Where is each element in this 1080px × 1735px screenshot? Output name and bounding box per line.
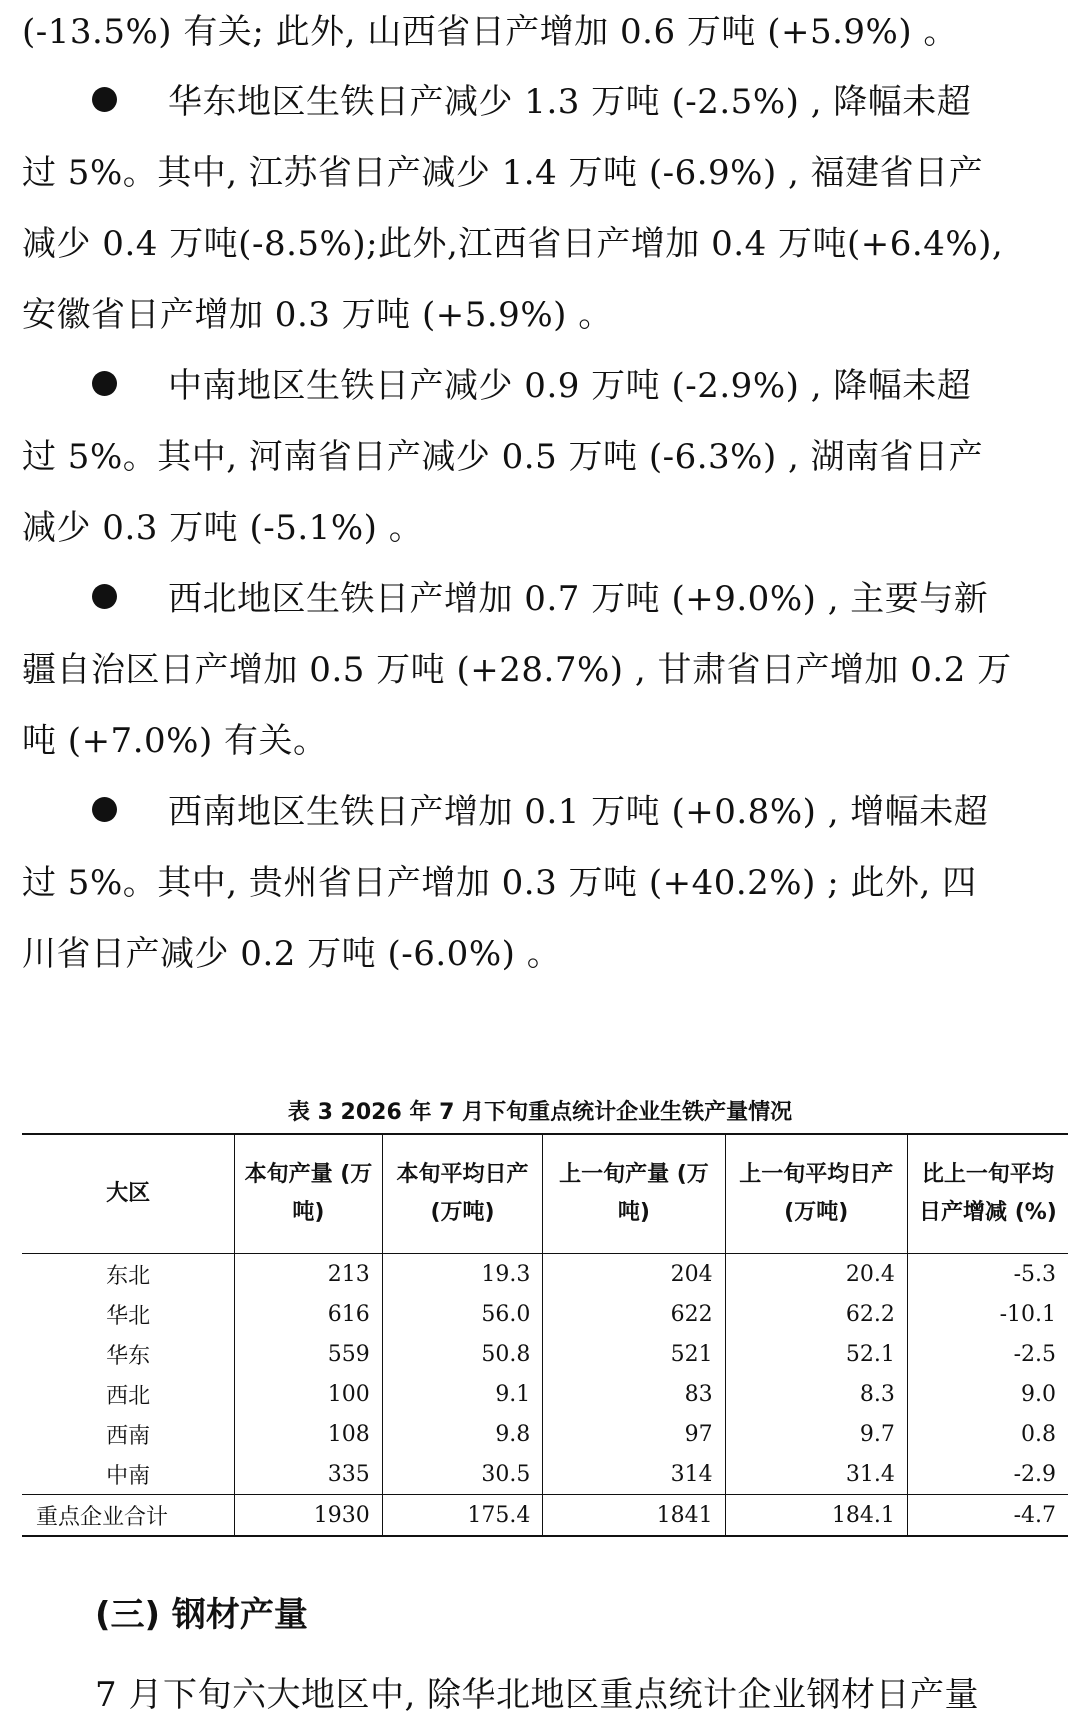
table-cell: 100 (235, 1374, 383, 1414)
table-cell: 97 (543, 1414, 725, 1454)
table-row (22, 1254, 1068, 1295)
table-title: 表 3 2026 年 7 月下旬重点统计企业生铁产量情况 (287, 1100, 793, 1125)
paragraph-line: 减少 0.4 万吨(-8.5%);此外,江西省日产增加 0.4 万吨(+6.4%), (22, 224, 1004, 264)
bullet-text: 中南地区生铁日产减少 0.9 万吨 (-2.9%) , 降幅未超 (168, 366, 972, 406)
table-row (22, 1334, 1068, 1374)
table-cell: -2.5 (907, 1334, 1068, 1374)
region-cell: 华东 (106, 1343, 151, 1369)
paragraph-line: 吨 (+7.0%) 有关。 (22, 721, 328, 761)
table-cell: 335 (235, 1454, 383, 1495)
table-cell: 8.3 (725, 1374, 907, 1414)
table-cell: 622 (543, 1294, 725, 1334)
table-row (22, 1374, 1068, 1414)
paragraph-line: 疆自治区日产增加 0.5 万吨 (+28.7%) , 甘肃省日产增加 0.2 万 (22, 650, 1012, 690)
pig-iron-output-table (22, 1133, 1068, 1537)
bullet-text: 西北地区生铁日产增加 0.7 万吨 (+9.0%) , 主要与新 (168, 579, 989, 619)
paragraph-line: 安徽省日产增加 0.3 万吨 (+5.9%) 。 (22, 295, 613, 335)
table-cell: 616 (235, 1294, 383, 1334)
table-total-row (22, 1495, 1068, 1537)
bullet-text: 西南地区生铁日产增加 0.1 万吨 (+0.8%) , 增幅未超 (168, 792, 989, 832)
paragraph-line: (-13.5%) 有关; 此外, 山西省日产增加 0.6 万吨 (+5.9%) 。 (22, 12, 958, 52)
table-cell: 52.1 (725, 1334, 907, 1374)
table-cell: 108 (235, 1414, 383, 1454)
table-cell: 213 (235, 1254, 383, 1295)
table-row (22, 1454, 1068, 1495)
table-cell: 62.2 (725, 1294, 907, 1334)
column-header: 上一旬平均日产 (万吨) (725, 1134, 907, 1254)
region-cell: 西南 (106, 1423, 151, 1449)
bullet-icon (92, 87, 117, 112)
bullet-icon (92, 797, 117, 822)
column-header: 本旬产量 (万吨) (235, 1134, 383, 1254)
column-header: 本旬平均日产 (万吨) (382, 1134, 543, 1254)
table-cell: 20.4 (725, 1254, 907, 1295)
paragraph-line: 川省日产减少 0.2 万吨 (-6.0%) 。 (22, 934, 562, 974)
column-header: 大区 (22, 1134, 235, 1254)
table-cell: 83 (543, 1374, 725, 1414)
table-cell: 30.5 (382, 1454, 543, 1495)
paragraph-line: 过 5%。其中, 河南省日产减少 0.5 万吨 (-6.3%) , 湖南省日产 (22, 437, 984, 477)
region-cell: 华北 (106, 1303, 151, 1329)
region-cell: 重点企业合计 (22, 1495, 235, 1537)
table-cell: 0.8 (907, 1414, 1068, 1454)
table-cell: -10.1 (907, 1294, 1068, 1334)
table-header-row (22, 1134, 1068, 1254)
table-cell: 19.3 (382, 1254, 543, 1295)
table-cell: 175.4 (382, 1495, 543, 1537)
paragraph-line: 过 5%。其中, 贵州省日产增加 0.3 万吨 (+40.2%) ; 此外, 四 (22, 863, 977, 903)
table-row (22, 1414, 1068, 1454)
table-row (22, 1294, 1068, 1334)
table-cell: 559 (235, 1334, 383, 1374)
table-cell: 56.0 (382, 1294, 543, 1334)
table-cell: -4.7 (907, 1495, 1068, 1537)
table-cell: 31.4 (725, 1454, 907, 1495)
table-cell: 9.1 (382, 1374, 543, 1414)
table-cell: 184.1 (725, 1495, 907, 1537)
table-cell: 9.0 (907, 1374, 1068, 1414)
table-cell: 521 (543, 1334, 725, 1374)
bullet-icon (92, 371, 117, 396)
region-cell: 中南 (106, 1463, 151, 1489)
table-cell: 314 (543, 1454, 725, 1495)
paragraph-line: 减少 0.3 万吨 (-5.1%) 。 (22, 508, 424, 548)
table-cell: 1841 (543, 1495, 725, 1537)
bullet-icon (92, 584, 117, 609)
paragraph-line: 7 月下旬六大地区中, 除华北地区重点统计企业钢材日产量 (95, 1675, 980, 1715)
table-cell: 9.7 (725, 1414, 907, 1454)
table-cell: 9.8 (382, 1414, 543, 1454)
bullet-text: 华东地区生铁日产减少 1.3 万吨 (-2.5%) , 降幅未超 (168, 82, 972, 122)
section-heading: (三) 钢材产量 (95, 1595, 308, 1635)
paragraph-line: 过 5%。其中, 江苏省日产减少 1.4 万吨 (-6.9%) , 福建省日产 (22, 153, 984, 193)
column-header: 上一旬产量 (万吨) (543, 1134, 725, 1254)
region-cell: 西北 (106, 1383, 151, 1409)
table-cell: 50.8 (382, 1334, 543, 1374)
column-header: 比上一旬平均日产增减 (%) (907, 1134, 1068, 1254)
table-cell: 204 (543, 1254, 725, 1295)
table-cell: -2.9 (907, 1454, 1068, 1495)
table-cell: 1930 (235, 1495, 383, 1537)
region-cell: 东北 (106, 1263, 151, 1289)
table-cell: -5.3 (907, 1254, 1068, 1295)
